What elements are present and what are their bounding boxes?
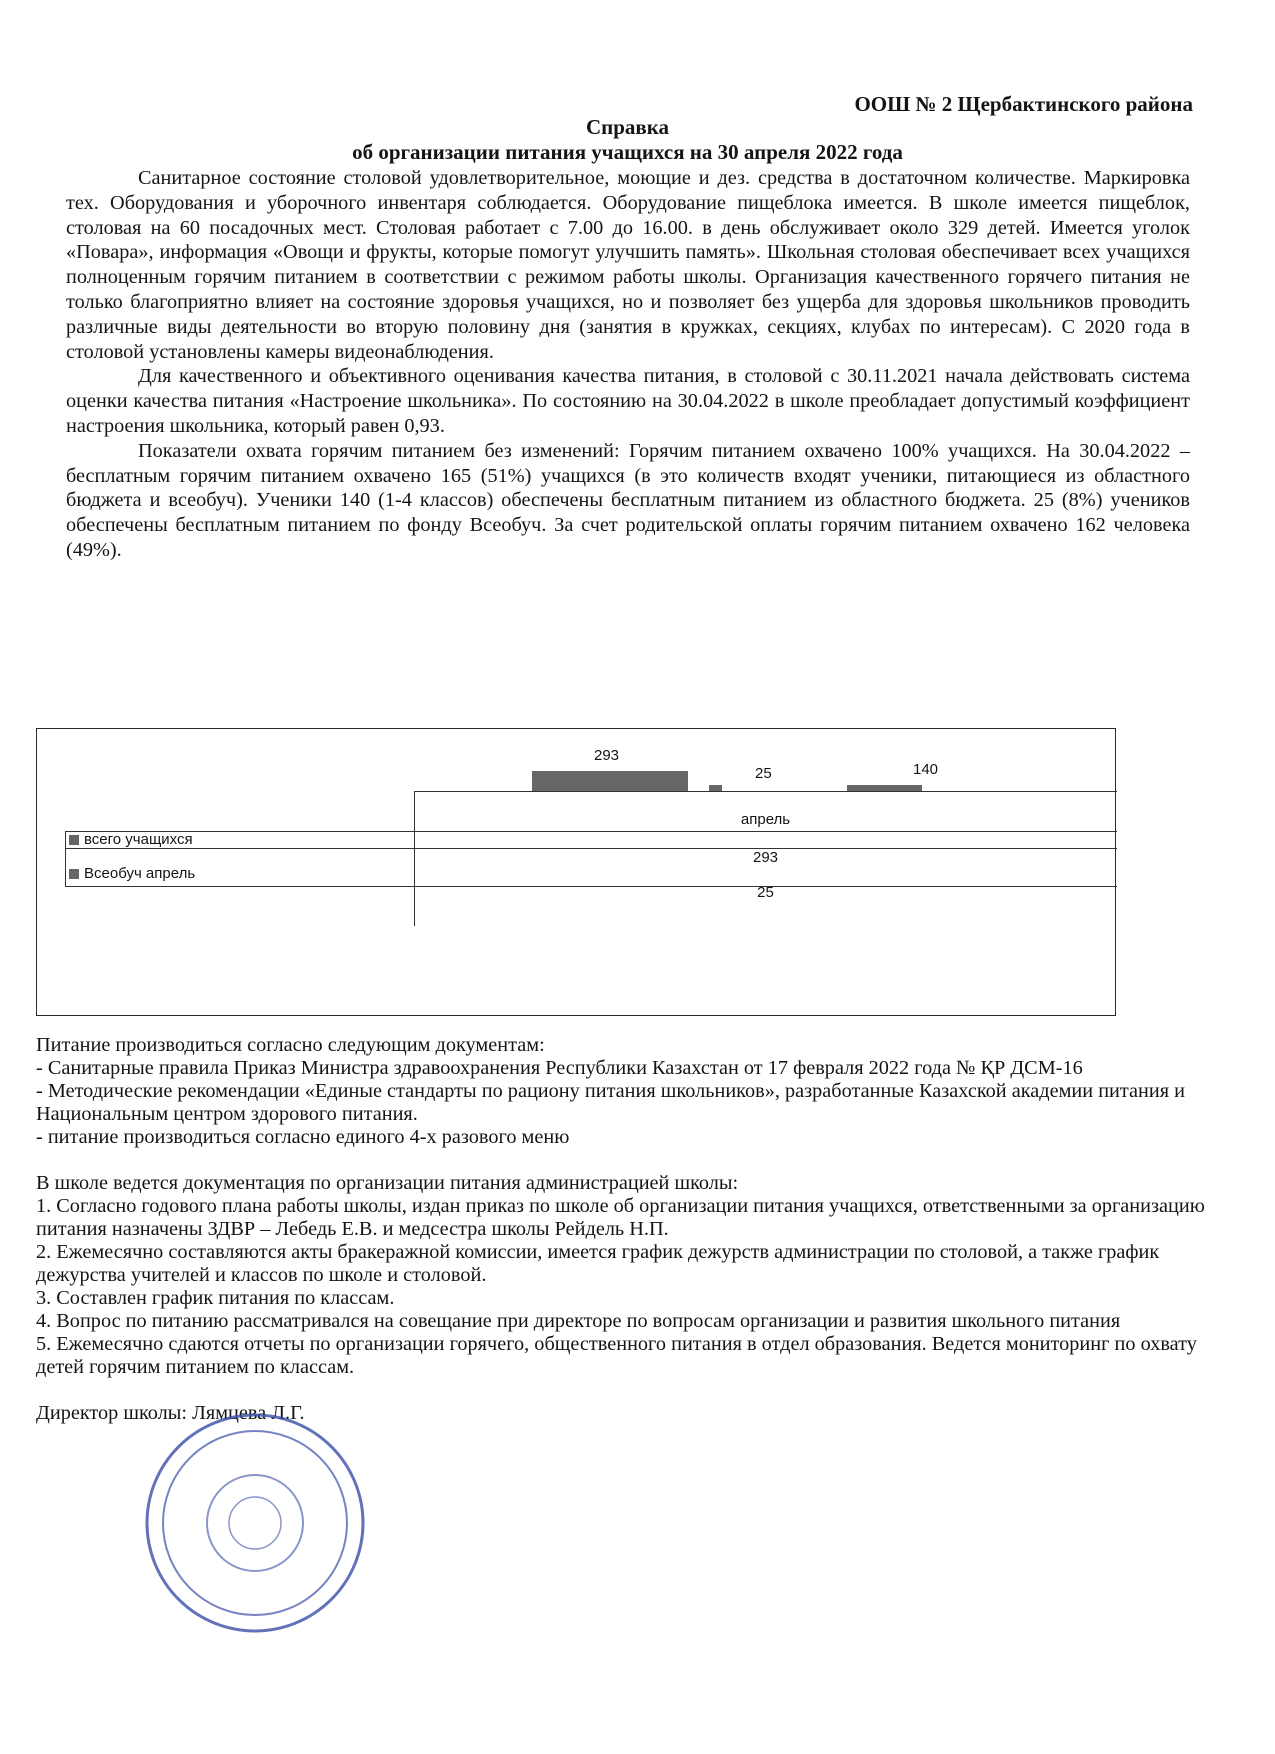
administration-item: 1. Согласно годового плана работы школы, издан приказ по школе об организации питания учащихся, ответственными за организацию питания назначены ЗДВР – Лебедь Е.В. и медсестра школы Рейдель Н.П.	[36, 1195, 1205, 1240]
document-subtitle: об организации питания учащихся на 30 апреля 2022 года	[352, 140, 903, 164]
administration-item: 3. Составлен график питания по классам.	[36, 1287, 395, 1309]
paragraph-sanitary: Санитарное состояние столовой удовлетворительное, моющие и дез. средства в достаточном количестве. Маркировка тех. Оборудования и уборочного инвентаря соблюдается. Оборудование пищеблока имеется. В школе имеется пищеблок, столовая на 60 посадочных мест. Столовая работает с 7.00 до 16.00. в день обслуживает около 329 детей. Имеется уголок «Повара», информация «Овощи и фрукты, которые помогут улучшить память». Школьная столовая обеспечивает всех учащихся полноценным горячим питанием в соответствии с режимом работы школы. Организация качественного горячего питания не только благоприятно влияет на состояние здоровья учащихся, но и позволяет без ущерба для здоровья школьников проводить различные виды деятельности во вторую половину дня (занятия в кружках, секциях, клубах по интересам). С 2020 года в столовой установлены камеры видеонаблюдения.	[66, 167, 1190, 363]
legend-vseobuch	[69, 865, 195, 882]
table-line-left	[65, 831, 66, 886]
coverage-chart	[36, 728, 1116, 1016]
administration-intro: В школе ведется документация по организации питания администрацией школы:	[36, 1172, 739, 1194]
documents-item: - питание производиться согласно единого 4-х разового меню	[36, 1126, 570, 1148]
body-text	[66, 166, 1190, 563]
spacer	[36, 1149, 1216, 1172]
legend-swatch-total	[69, 835, 79, 845]
legend-total	[69, 831, 193, 848]
documents-item: - Санитарные правила Приказ Министра здравоохранения Республики Казахстан от 17 февраля 2022 года № ҚР ДСМ-16	[36, 1057, 1083, 1079]
legend-label-vseobuch: Всеобуч апрель	[84, 865, 196, 882]
signature: Директор школы: Лямцева Л.Г.	[36, 1402, 305, 1424]
administration-item: 5. Ежемесячно сдаются отчеты по организации горячего, общественного питания в отдел образования. Ведется мониторинг по охвату детей горячим питанием по классам.	[36, 1333, 1197, 1378]
paragraph-coverage: Показатели охвата горячим питанием без изменений: Горячим питанием охвачено 100% учащихся. На 30.04.2022 – бесплатным горячим питанием охвачено 165 (51%) учащихся (в это количеств входят ученики, питающиеся из областного бюджета и всеобуч). Ученики 140 (1-4 классов) обеспечены бесплатным питанием из областного бюджета. 25 (8%) учеников обеспечены бесплатным питанием по фонду Всеобуч. За счет родительской оплаты горячим питанием охвачено 162 человека (49%).	[66, 439, 1190, 561]
documents-intro: Питание производиться согласно следующим документам:	[36, 1034, 545, 1056]
bottom-text	[36, 1034, 1216, 1425]
legend-label-total: всего учащихся	[84, 831, 193, 848]
chart-bar-total	[532, 771, 688, 791]
legend-swatch-vseobuch	[69, 869, 79, 879]
chart-category-april: апрель	[740, 811, 791, 828]
table-line-top	[414, 791, 1117, 792]
school-seal-stamp	[140, 1408, 370, 1638]
document-title: Справка	[585, 115, 670, 139]
table-line-1	[65, 831, 1117, 832]
table-value-vseobuch: 25	[757, 884, 774, 901]
spacer	[36, 1379, 1216, 1402]
documents-item: - Методические рекомендации «Единые стандарты по рациону питания школьников», разработанные Казахской академии питания и Национальным центром здорового питания.	[36, 1080, 1185, 1125]
paragraph-mood-system: Для качественного и объективного оценивания качества питания, в столовой с 30.11.2021 начала действовать система оценки качества питания «Настроение школьника». По состоянию на 30.04.2022 в школе преобладает допустимый коэффициент настроения школьника, который равен 0,93.	[66, 365, 1190, 437]
administration-item: 2. Ежемесячно составляются акты бракеражной комиссии, имеется график дежурств администрации по столовой, а также график дежурства учителей и классов по школе и столовой.	[36, 1241, 1160, 1286]
chart-label-vseobuch: 25	[755, 765, 772, 782]
table-value-total: 293	[752, 849, 779, 866]
administration-item: 4. Вопрос по питанию рассматривался на совещание при директоре по вопросам организации и развития школьного питания	[36, 1310, 1121, 1332]
chart-label-regional: 140	[913, 761, 939, 778]
chart-label-total: 293	[594, 747, 620, 764]
school-name: ООШ № 2 Щербактинского района	[854, 92, 1193, 116]
